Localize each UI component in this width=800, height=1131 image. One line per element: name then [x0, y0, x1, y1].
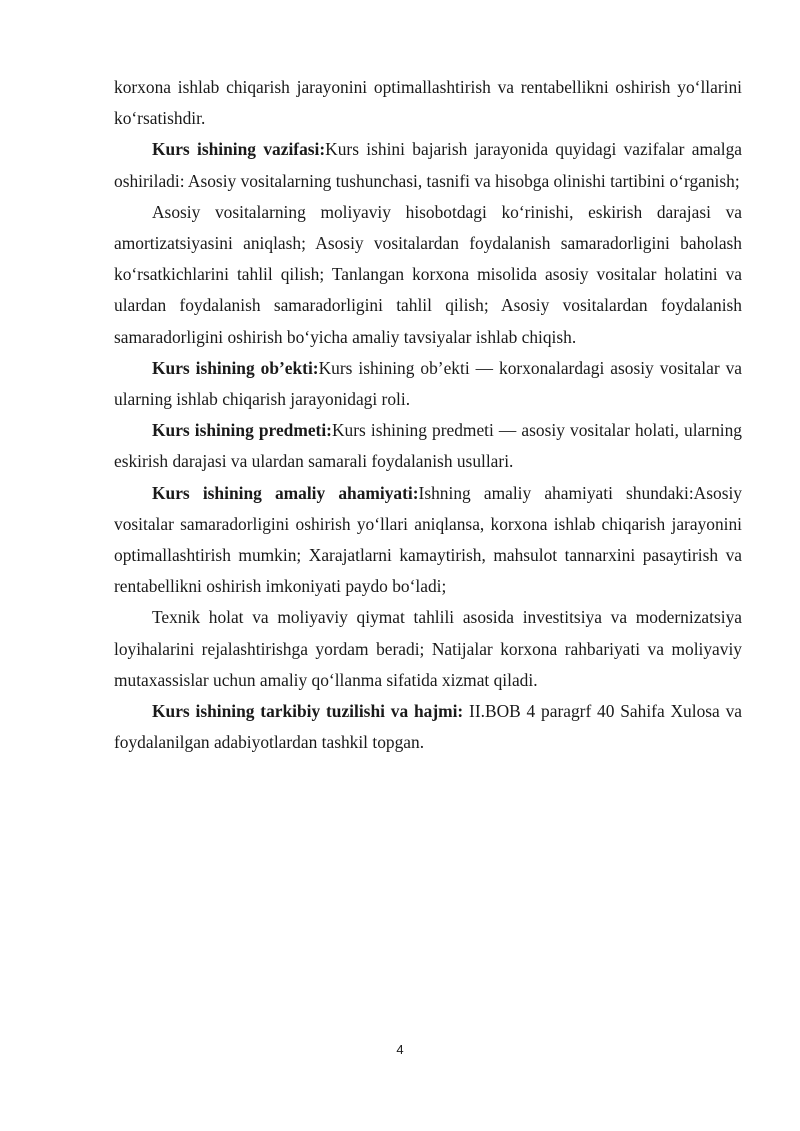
paragraph-heading: Kurs ishining tarkibiy tuzilishi va hajmi:: [152, 701, 464, 722]
paragraph-heading: Kurs ishining predmeti:: [152, 420, 332, 441]
paragraph-tarkibiy-tuzilishi: [114, 696, 742, 758]
paragraph-text: II.BOB 4 paragrf 40 Sahifa Xulosa va foydalanilgan adabiyotlardan tashkil topgan.: [114, 701, 742, 753]
paragraph-texnik-holat: [114, 602, 742, 696]
paragraph-text: Kurs ishining ob’ekti — korxonalardagi asosiy vositalar va ularning ishlab chiqarish jarayonidagi roli.: [114, 357, 743, 410]
paragraph-text: Kurs ishining predmeti — asosiy vositalar holati, ularning eskirish darajasi va ulardan samarali foydalanish usullari.: [114, 420, 742, 472]
page-body: [114, 72, 742, 758]
paragraph-obekti: [114, 353, 742, 415]
paragraph-text: Ishning amaliy ahamiyati shundaki:Asosiy vositalar samaradorligini oshirish yo‘llari aniqlansa, korxona ishlab chiqarish jarayonini optimallashtirish mumkin; Xarajatlarni kamaytirish, mahsulot tannarxini pasaytirish va rentabellikni oshirish imkoniyati paydo bo‘ladi;: [114, 482, 742, 597]
paragraph-heading: Kurs ishining ob’ekti:: [152, 357, 319, 378]
paragraph-text: Texnik holat va moliyaviy qiymat tahlili asosida investitsiya va modernizatsiya loyihalarini rejalashtirishga yordam beradi; Natijalar korxona rahbariyati va moliyaviy mutaxassislar uchun amaliy qo‘llanma sifatida xizmat qiladi.: [114, 607, 742, 690]
paragraph-intro-continuation: [114, 72, 742, 134]
paragraph-amaliy-ahamiyati: [114, 478, 742, 603]
paragraph-heading: Kurs ishining amaliy ahamiyati:: [152, 482, 419, 503]
paragraph-text: Kurs ishini bajarish jarayonida quyidagi vazifalar amalga oshiriladi: Asosiy vositalarning tushunchasi, tasnifi va hisobga olinishi tartibini o‘rganish;: [114, 139, 742, 191]
paragraph-predmeti: [114, 415, 742, 477]
paragraph-vazifasi: [114, 134, 742, 196]
page-number: 4: [396, 1042, 404, 1057]
paragraph-heading: Kurs ishining vazifasi:: [152, 139, 326, 160]
paragraph-text: korxona ishlab chiqarish jarayonini optimallashtirish va rentabellikni oshirish yo‘llarini ko‘rsatishdir.: [114, 77, 742, 129]
paragraph-vazifalar-list: [114, 197, 742, 353]
paragraph-text: Asosiy vositalarning moliyaviy hisobotdagi ko‘rinishi, eskirish darajasi va amortizatsiyasini aniqlash; Asosiy vositalardan foydalanish samaradorligini baholash ko‘rsatkichlarini tahlil qilish; Tanlangan korxona misolida asosiy vositalar holatini va ulardan foydalanish samaradorligini tahlil qilish; Asosiy vositalardan foydalanish samaradorligini oshirish bo‘yicha amaliy tavsiyalar ishlab chiqish.: [114, 201, 742, 347]
